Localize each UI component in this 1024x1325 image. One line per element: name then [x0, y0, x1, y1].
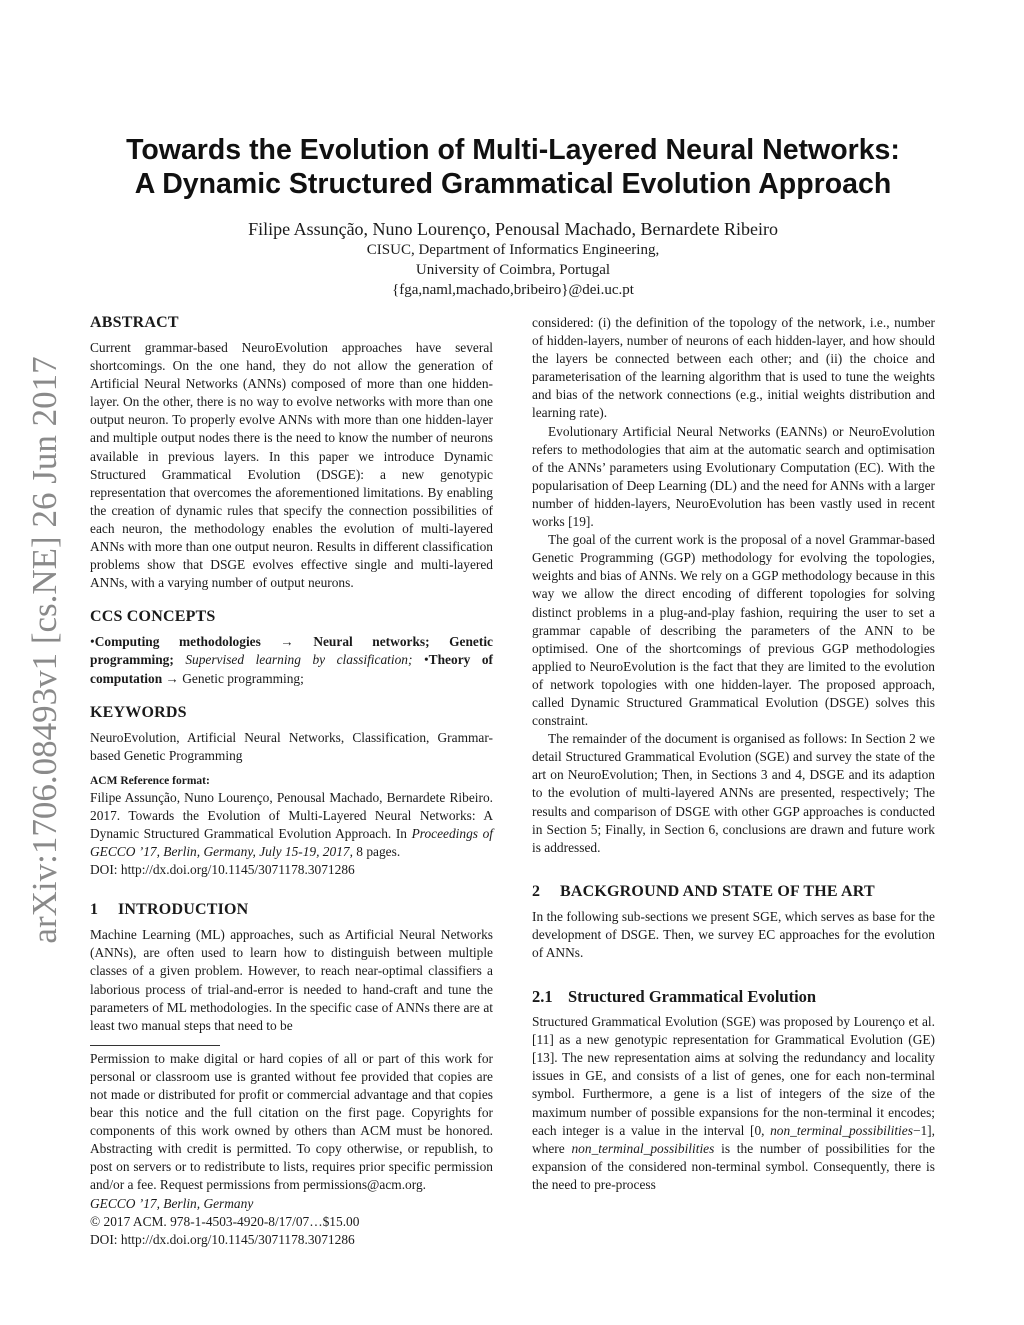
arxiv-id: arXiv:1706.08493v1 [cs.NE] 26 Jun 2017 [25, 356, 64, 944]
left-column [90, 312, 493, 1249]
arxiv-sidebar [20, 350, 70, 950]
intro-continued-p2: Evolutionary Artificial Neural Networks (EANNs) or NeuroEvolution refers to methodologies that aim at the automatic search and optimisation of the ANNs’ parameters using Evolutionary Computation (EC). With the popularisation of Deep Learning (DL) and the need for ANNs with a larger number of hidden-layers, NeuroEvolution has been vastly used in recent works [19]. [532, 423, 935, 530]
math-non-terminal-possibilities: non_terminal_possibilities [770, 1122, 913, 1138]
section2-1-text-part-3: is the number of possibilities for the expansion of the considered non-terminal symbol. Consequently, there is the need to pre-process [532, 1140, 935, 1192]
author-list: Filipe Assunção, Nuno Lourenço, Penousal Machado, Bernardete Ribeiro [248, 219, 778, 239]
acm-reference-heading: ACM Reference format: [90, 774, 210, 787]
right-column [532, 314, 935, 1194]
section2-1-text-part-2: −1], where [532, 1122, 935, 1156]
copyright-footnote [90, 1050, 493, 1249]
intro-continued-p3: The goal of the current work is the proposal of a novel Grammar-based Genetic Programming (GGP) methodology for evolving the topologies, weights and bias of ANNs. We rely on a GGP methodology because in this way we allow the direct encoding of different topologies for solving distinct problems in a plug-and-play fashion, requiring the user to set a grammar capable of describing the parameters of the ANN to be optimised. One of the shortcomings of previous GGP methodologies applied to NeuroEvolution is the fact that they are limited to the evolution of network topologies with one hidden-layer. The proposed approach, called Dynamic Structured Grammatical Evolution (DSGE) solves this constraint. [532, 532, 935, 729]
intro-continued-p1: considered: (i) the definition of the topology of the network, i.e., number of hidden-layers, number of neurons of each hidden-layer, and how should the layers be connected between each other; and (ii) the choice and parameterisation of the learning algorithm that is used to tune the weights and bias of the network connections (e.g., initial weights distribution and learning rate). [532, 315, 935, 421]
keywords-text: NeuroEvolution, Artificial Neural Networks, Classification, Grammar-based Genetic Programming [90, 729, 493, 763]
ccs-heading: CCS CONCEPTS [90, 608, 216, 626]
abstract-text: Current grammar-based NeuroEvolution approaches have several shortcomings. On the one hand, they do not allow the generation of Artificial Neural Networks (ANNs) composed of more than one hidden-layer. On the other, there is no way to evolve networks with more than one output neuron. To properly evolve ANNs with more than one hidden-layer and multiple output nodes there is the need to know the number of neurons available in previous layers. In this paper we introduce Dynamic Structured Grammatical Evolution (DSGE): a new genotypic representation that overcomes the aforementioned limitations. By enabling the creation of dynamic rules that specify the connection possibilities of each neuron, the methodology enables the evolution of multi-layered ANNs with more than one output neuron. Results in different classification problems show that DSGE evolves effective single and multi-layered ANNs, with a varying number of output neurons. [90, 340, 493, 591]
affiliation-line-1: CISUC, Department of Informatics Engineering, [366, 242, 660, 258]
ccs-concepts [90, 633, 493, 687]
acm-reference-citation: Filipe Assunção, Nuno Lourenço, Penousal Machado, Bernardete Ribeiro. 2017. Towards the Evolution of Multi-Layered Neural Networks: A Dynamic Structured Grammatical Evolution Approach. In [90, 789, 493, 841]
affiliation [90, 240, 936, 300]
ccs-bullet-2: • [412, 652, 429, 668]
title-line-1: Towards the Evolution of Multi-Layered Neural Networks: [126, 134, 900, 166]
footnote-venue: GECCO ’17, Berlin, Germany [90, 1195, 254, 1211]
acm-reference-venue: Proceedings of GECCO ’17, Berlin, Germany, July 15-19, 2017, [90, 825, 493, 860]
footnote-doi: DOI: http://dx.doi.org/10.1145/3071178.3071286 [90, 1231, 355, 1247]
affiliation-line-2: University of Coimbra, Portugal [415, 262, 611, 278]
author-emails: {fga,naml,machado,bribeiro}@dei.uc.pt [392, 282, 634, 298]
acm-reference-doi: DOI: http://dx.doi.org/10.1145/3071178.3071286 [90, 862, 355, 878]
permission-notice: Permission to make digital or hard copies of all or part of this work for personal or classroom use is granted without fee provided that copies are not made or distributed for profit or commercial advantage and that copies bear this notice and the full citation on the first page. Copyrights for components of this work owned by others than ACM must be honored. Abstracting with credit is permitted. To copy otherwise, or republish, to post on servers or to redistribute to lists, requires prior specific permission and/or a fee. Request permissions from permissions@acm.org. [90, 1050, 493, 1193]
footnote-rule [90, 1045, 220, 1046]
abstract-heading: ABSTRACT [90, 314, 179, 331]
footnote-copyright: © 2017 ACM. 978-1-4503-4920-8/17/07…$15.00 [90, 1213, 360, 1229]
math-non-terminal-possibilities-2: non_terminal_possibilities [571, 1140, 715, 1156]
ccs-concept-1-sub: Supervised learning by classification; [173, 652, 413, 668]
ccs-bullet-1: • [90, 634, 95, 650]
intro-heading [90, 899, 493, 921]
section2-1-title: Structured Grammatical Evolution [568, 987, 817, 1007]
intro-number: 1 [90, 901, 99, 919]
acm-reference-text [90, 789, 493, 861]
section2-number: 2 [532, 882, 541, 900]
section2-title: BACKGROUND AND STATE OF THE ART [560, 882, 875, 900]
acm-reference-pages: 8 pages. [352, 844, 401, 860]
section2-1-number: 2.1 [532, 987, 553, 1007]
paper-title [90, 133, 936, 201]
ccs-concept-2-sub: → Genetic programming; [162, 670, 304, 686]
keywords-heading: KEYWORDS [90, 703, 187, 721]
intro-title: INTRODUCTION [118, 901, 249, 919]
section2-text: In the following sub-sections we present SGE, which serves as base for the development of DSGE. Then, we survey EC approaches for the evolution of ANNs. [532, 908, 935, 960]
title-line-2: A Dynamic Structured Grammatical Evolution Approach [134, 168, 892, 200]
section2-heading [532, 881, 935, 903]
section2-1-text-part-1: Structured Grammatical Evolution (SGE) was proposed by Lourenço et al. [11] as a new genotypic representation for Grammatical Evolution (GE) [13]. The new representation aims at solving the redundancy and locality issues in GE, and consists of a list of genes, one for each non-terminal symbol. Furthermore, a gene is a list of integers of the size of the maximum number of possible expansions for the non-terminal it encodes; each integer is a value in the interval [0, [532, 1014, 935, 1138]
section2-1-heading [532, 986, 935, 1008]
ccs-concept-2: Theory of computation [90, 652, 493, 686]
section2-1-text [532, 1013, 935, 1194]
ccs-concept-1: Computing methodologies → Neural networks; Genetic programming; [90, 634, 493, 668]
intro-text: Machine Learning (ML) approaches, such as Artificial Neural Networks (ANNs), are often used to learn how to distinguish between multiple classes of a given problem. However, to reach near-optimal classifiers a laborious process of trial-and-error is needed to hand-craft and tune the parameters of ML methodologies. In the specific case of ANNs there are at least two manual steps that need to be [90, 927, 493, 1033]
intro-continued-p4: The remainder of the document is organised as follows: In Section 2 we detail Structured Grammatical Evolution (SGE) and survey the state of the art on NeuroEvolution; Then, in Sections 3 and 4, DSGE and its adaption to the evolution of multi-layered ANNs are presented, respectively; The results and comparison of DSGE with other GGP approaches is conducted in Section 5; Finally, in Section 6, conclusions are drawn and future work is addressed. [532, 731, 935, 855]
